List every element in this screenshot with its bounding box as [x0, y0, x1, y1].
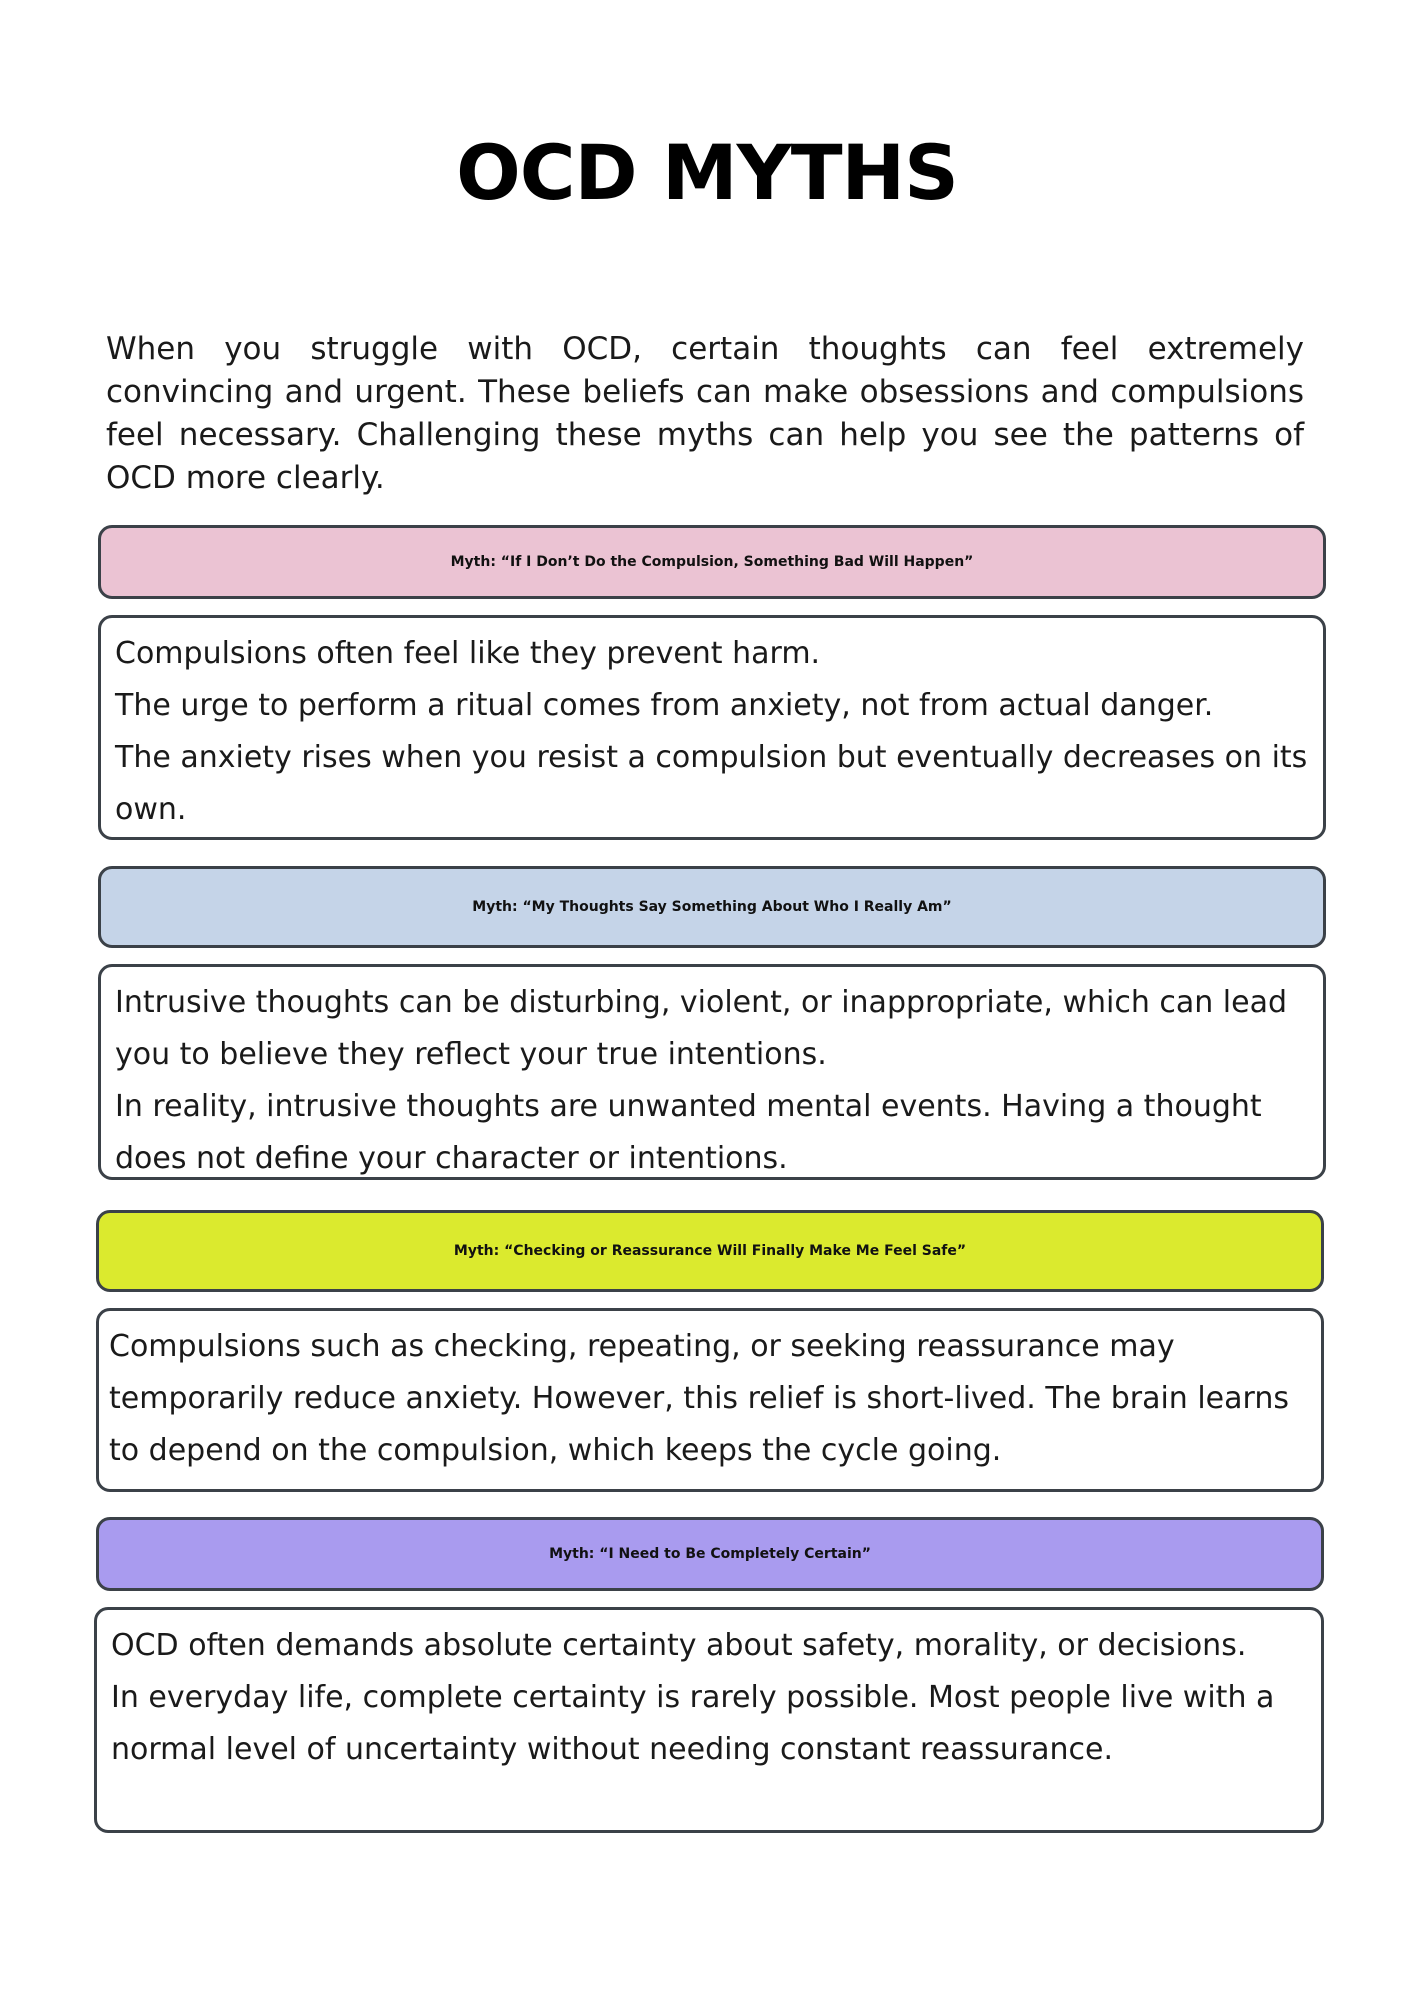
myth-2-heading: Myth: “My Thoughts Say Something About Who I Really Am”: [98, 866, 1326, 948]
myth-2-paragraph: In reality, intrusive thoughts are unwanted mental events. Having a thought does not define your character or intentions.: [115, 1089, 1262, 1176]
myth-2-paragraph: Intrusive thoughts can be disturbing, violent, or inappropriate, which can lead you to believe they reflect your true intentions.: [115, 985, 1288, 1072]
myth-1-paragraph: The anxiety rises when you resist a compulsion but eventually decreases on its own.: [115, 740, 1308, 827]
myth-3-body: [96, 1308, 1324, 1492]
myth-1-body: [98, 615, 1326, 840]
myth-1-paragraph: The urge to perform a ritual comes from anxiety, not from actual danger.: [115, 688, 1214, 723]
myth-2-body: [98, 964, 1326, 1180]
myth-4-heading: Myth: “I Need to Be Completely Certain”: [96, 1517, 1324, 1591]
myth-1-heading: Myth: “If I Don’t Do the Compulsion, Something Bad Will Happen”: [98, 525, 1326, 599]
myth-3-paragraph: Compulsions such as checking, repeating, or seeking reassurance may temporarily reduce anxiety. However, this relief is short-lived. The brain learns to depend on the compulsion, which keeps the cycle going.: [109, 1329, 1289, 1468]
myth-4-paragraph: OCD often demands absolute certainty about safety, morality, or decisions.: [111, 1628, 1247, 1663]
intro-paragraph: When you struggle with OCD, certain thoughts can feel extremely convincing and urgent. These beliefs can make obsessions and compulsions feel necessary. Challenging these myths can help you see the patterns of OCD more clearly.: [106, 331, 1304, 496]
myth-4-paragraph: In everyday life, complete certainty is rarely possible. Most people live with a normal level of uncertainty without needing constant reassurance.: [111, 1680, 1275, 1767]
myth-1-paragraph: Compulsions often feel like they prevent harm.: [115, 636, 821, 671]
page-title: OCD MYTHS: [456, 128, 958, 217]
myth-3-heading: Myth: “Checking or Reassurance Will Finally Make Me Feel Safe”: [96, 1210, 1324, 1292]
myth-4-body: [94, 1607, 1324, 1833]
